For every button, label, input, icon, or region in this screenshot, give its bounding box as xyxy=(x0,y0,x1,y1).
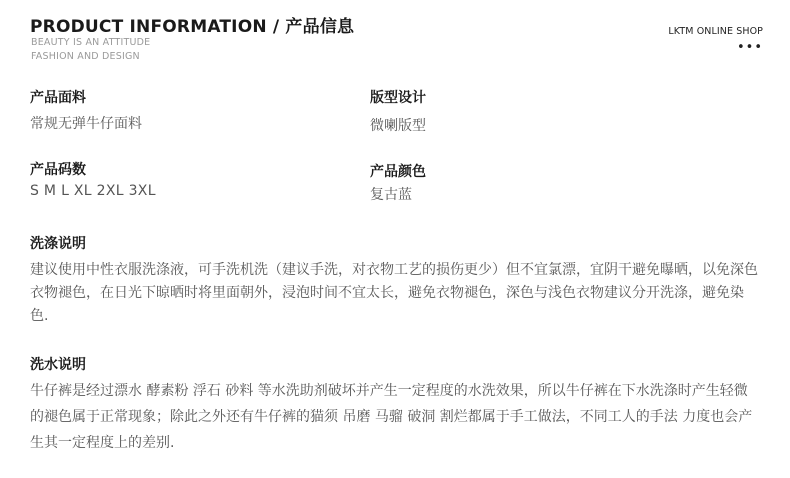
fit-label: 版型设计 xyxy=(370,90,426,106)
water-wash-text: 牛仔裤是经过漂水 酵素粉 浮石 砂料 等水洗助剂破坏并产生一定程度的水洗效果，所以牛仔裤在下水洗涤时产生轻微的褪色属于正常现象；除此之外还有牛仔裤的猫须 吊磨 马骝 破洞 割烂都属于手工做法，不同工人的手法 力度也会产生其一定程度上的差别. xyxy=(30,383,753,451)
page-title: PRODUCT INFORMATION / 产品信息 xyxy=(30,17,355,37)
size-value: S M L XL 2XL 3XL xyxy=(30,183,156,199)
more-dots-icon: ••• xyxy=(736,40,763,55)
water-wash-title: 洗水说明 xyxy=(30,357,86,373)
wash-care-text: 建议使用中性衣服洗涤液，可手洗机洗（建议手洗，对衣物工艺的损伤更少）但不宜氯漂，宜阴干避免曝晒，以免深色衣物褪色，在日光下晾晒时将里面朝外，浸泡时间不宜太长，避免衣物褪色，深色与浅色衣物建议分开洗涤，避免染色. xyxy=(30,262,758,324)
tagline-attitude: BEAUTY IS AN ATTITUDE xyxy=(31,37,151,48)
wash-care-title: 洗涤说明 xyxy=(30,236,86,252)
fabric-value: 常规无弹牛仔面料 xyxy=(30,116,142,132)
color-label: 产品颜色 xyxy=(370,164,426,180)
size-label: 产品码数 xyxy=(30,162,86,178)
tagline-fashion: FASHION AND DESIGN xyxy=(31,51,140,62)
brand-name: LKTM ONLINE SHOP xyxy=(668,26,763,37)
color-value: 复古蓝 xyxy=(370,187,412,203)
fit-value: 微喇版型 xyxy=(370,118,426,134)
fabric-label: 产品面料 xyxy=(30,90,86,106)
